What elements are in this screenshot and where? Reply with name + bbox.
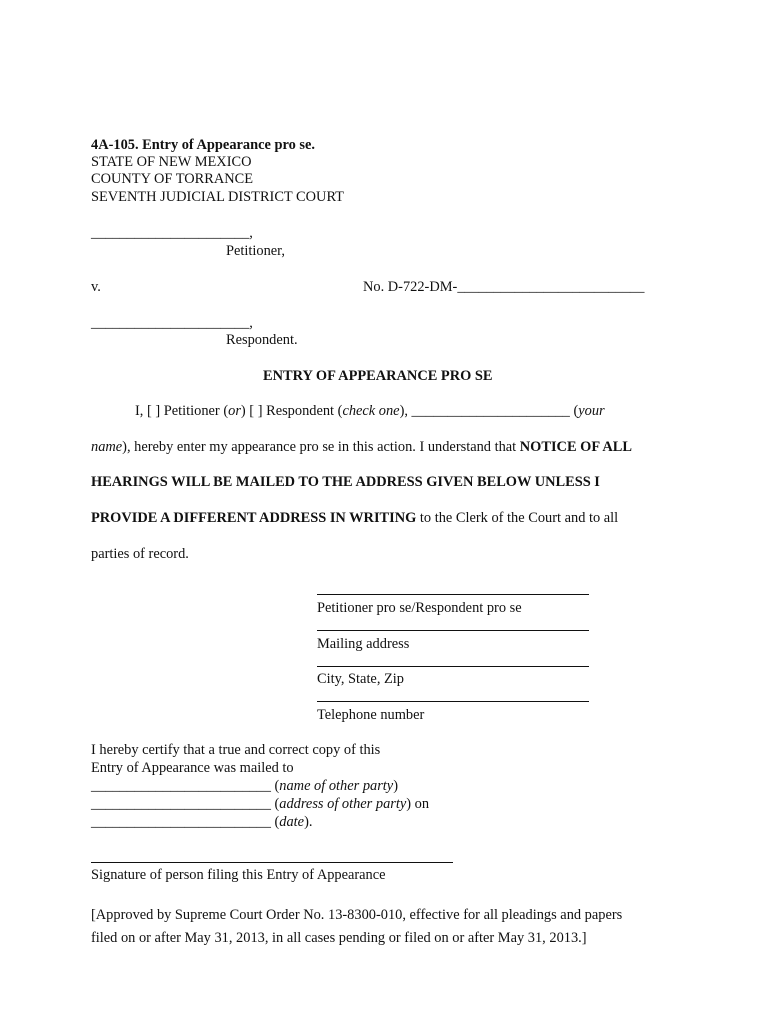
certificate-line-2: Entry of Appearance was mailed to [91,760,294,776]
case-number: No. D-722-DM-__________________________ [363,279,645,295]
body-line-5: parties of record. [91,546,189,562]
petitioner-pro-se-label: Petitioner pro se/Respondent pro se [317,600,522,616]
form-title: 4A-105. Entry of Appearance pro se. [91,137,315,153]
body-line-1: I, [ ] Petitioner (or) [ ] Respondent (check one), ______________________ (your [135,403,605,419]
respondent-label: Respondent. [226,332,298,348]
certificate-name-line: _________________________ (name of other party) [91,778,398,794]
certificate-line-1: I hereby certify that a true and correct copy of this [91,742,381,758]
versus-label: v. [91,279,101,295]
body-line-4: PROVIDE A DIFFERENT ADDRESS IN WRITING to the Clerk of the Court and to all [91,510,619,526]
mailing-address-label: Mailing address [317,636,410,652]
respondent-name-blank: ______________________, [91,315,253,331]
certificate-date-line: _________________________ (date). [91,814,313,830]
petitioner-name-blank: ______________________, [91,225,253,241]
state-line: STATE OF NEW MEXICO [91,154,252,170]
telephone-rule [317,701,589,702]
mailing-address-rule [317,630,589,631]
city-state-zip-label: City, State, Zip [317,671,405,687]
court-line: SEVENTH JUDICIAL DISTRICT COURT [91,189,344,205]
document-heading: ENTRY OF APPEARANCE PRO SE [263,368,493,384]
body-line-3: HEARINGS WILL BE MAILED TO THE ADDRESS GIVEN BELOW UNLESS I [91,474,600,490]
city-state-zip-rule [317,666,589,667]
petitioner-label: Petitioner, [226,243,285,259]
approval-note-line-2: filed on or after May 31, 2013, in all cases pending or filed on or after May 31, 2013.] [91,930,587,946]
body-line-2: name), hereby enter my appearance pro se in this action. I understand that NOTICE OF ALL [91,439,632,455]
certificate-address-line: _________________________ (address of other party) on [91,796,430,812]
signature-rule [317,594,589,595]
filer-signature-rule [91,862,453,863]
telephone-label: Telephone number [317,707,425,723]
filer-signature-label: Signature of person filing this Entry of Appearance [91,867,386,883]
county-line: COUNTY OF TORRANCE [91,171,254,187]
approval-note-line-1: [Approved by Supreme Court Order No. 13-8300-010, effective for all pleadings and papers [91,907,623,923]
